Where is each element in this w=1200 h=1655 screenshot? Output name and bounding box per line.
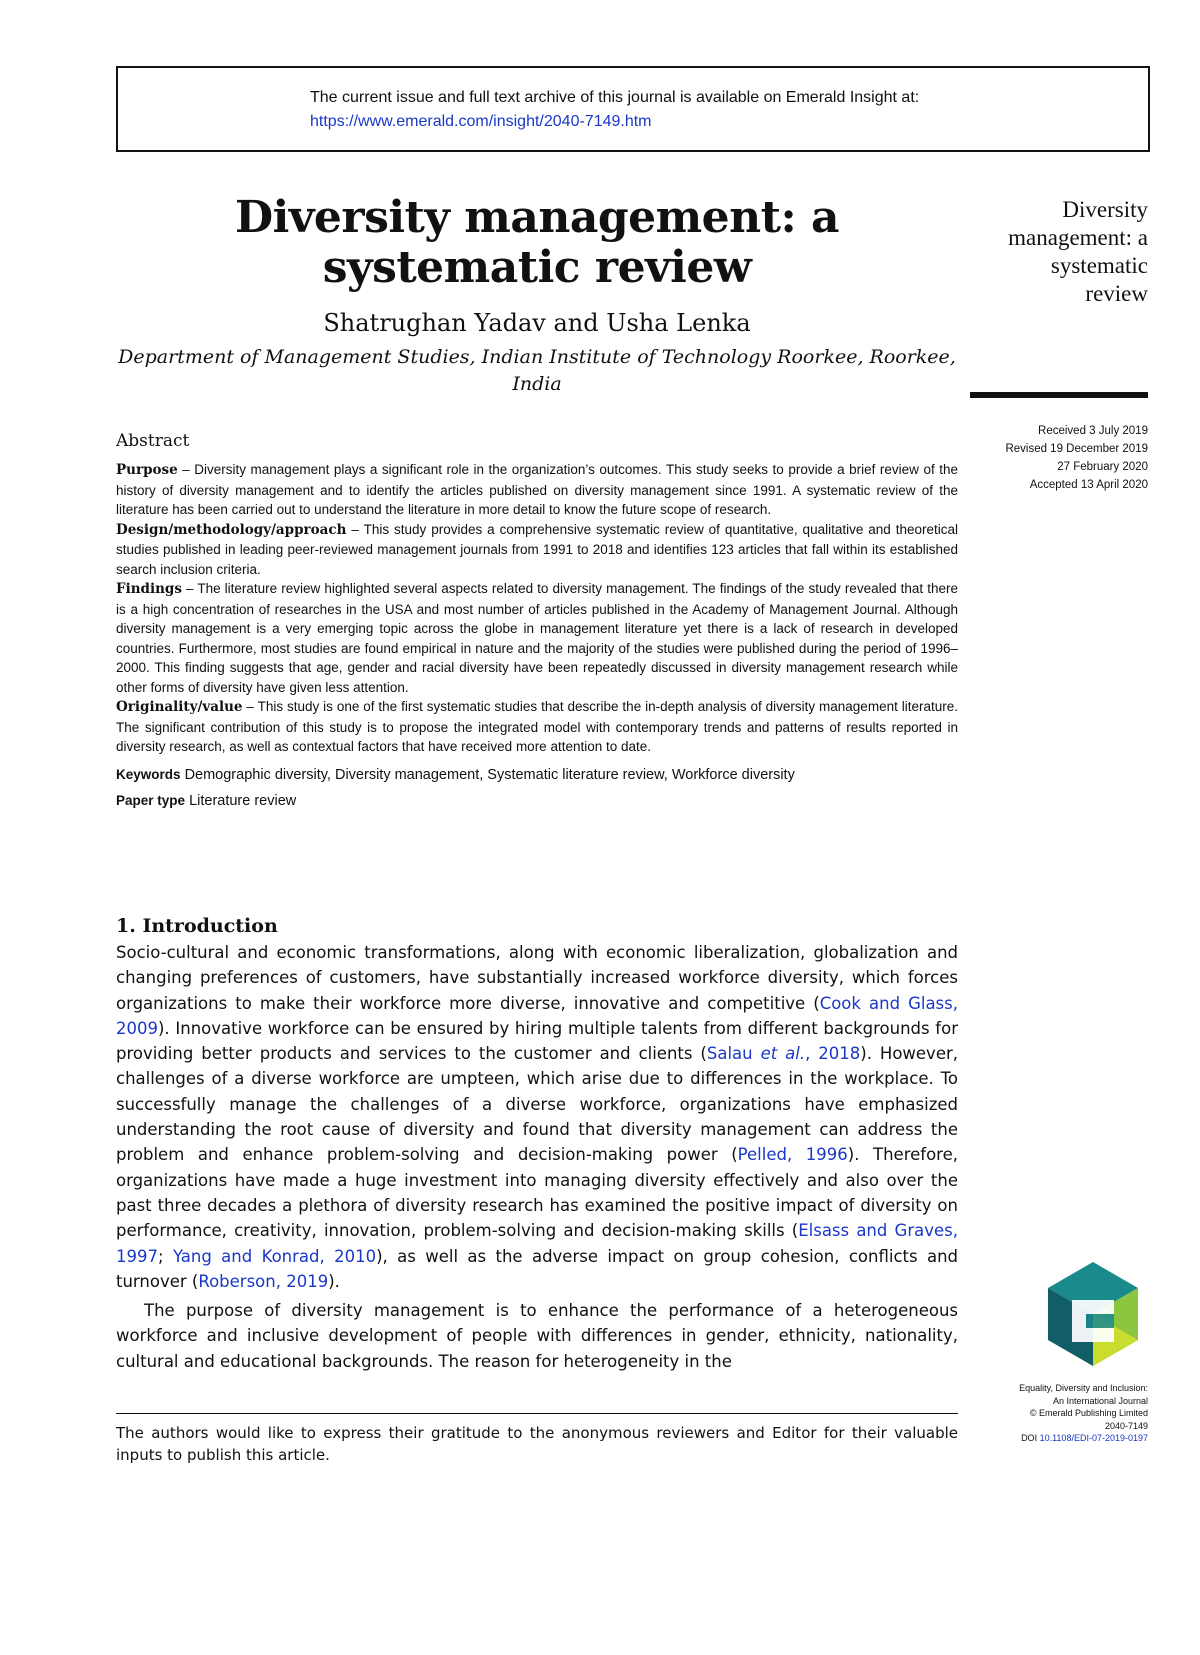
publisher: © Emerald Publishing Limited (1029, 1408, 1148, 1418)
date-accepted: Accepted 13 April 2020 (1029, 479, 1148, 491)
author-affiliation: Department of Management Studies, Indian Institute of Technology Roorkee, Roorkee, India (118, 346, 956, 395)
journal-url-link[interactable]: https://www.emerald.com/insight/2040-7149.htm (310, 113, 652, 130)
emerald-journal-logo-icon (1048, 1262, 1138, 1366)
journal-info (960, 1382, 1148, 1445)
article-title: Diversity management: a systematic review (234, 192, 840, 293)
introduction-paragraph-1: Socio-cultural and economic transformations, along with economic liberalization, globalization and changing preferences of customers, have substantially increased workforce diversity, which forces organizations to make their workforce more diverse, innovative and competitive (Cook and Glass, 2009). Innovative workforce can be ensured by hiring multiple talents from different backgrounds for providing better products and services to the customer and clients (Salau et al., 2018). However, challenges of a diverse workforce are umpteen, which arise due to differences in the workplace. To successfully manage the challenges of a diverse workforce, organizations have emphasized understanding the root cause of diversity and found that diversity management can address the problem and enhance problem-solving and decision-making power (Pelled, 1996). Therefore, organizations have made a huge investment into managing diversity effectively and also over the past three decades a plethora of diversity research has examined the positive impact of diversity on performance, creativity, innovation, problem-solving and decision-making skills (Elsass and Graves, 1997; Yang and Konrad, 2010), as well as the adverse impact on group cohesion, conflicts and turnover (Roberson, 2019). (116, 943, 959, 1291)
article-dates (960, 422, 1148, 494)
running-title (940, 196, 1148, 308)
introduction-section (116, 914, 958, 1374)
citation-link[interactable]: Roberson, 2019 (198, 1271, 329, 1291)
date-revised-2: 27 February 2020 (1057, 461, 1148, 473)
introduction-paragraph-2: The purpose of diversity management is to enhance the performance of a heterogeneous workforce and inclusive development of people with differences in gender, ethnicity, nationality, cultural and educational backgrounds. The reason for heterogeneity in the (116, 1301, 958, 1371)
introduction-heading: 1. Introduction (116, 915, 278, 937)
citation-link[interactable]: Elsass and Graves, 1997 (116, 1221, 958, 1266)
abstract-findings: Findings – The literature review highlighted several aspects related to diversity management. The findings of the study revealed that there is a high concentration of researches in the USA and most number of articles published in the Academy of Management Journal. Although diversity management is a very emerging topic across the globe in management literature yet there is a lack of research in developed countries. Furthermore, most studies are found empirical in nature and the majority of the studies were published during the period of 1996–2000. This finding suggests that age, gender and racial diversity have been repeatedly discussed in diversity management research while other forms of diversity have given less attention. (116, 581, 959, 695)
doi-link[interactable]: 10.1108/EDI-07-2019-0197 (1039, 1433, 1148, 1443)
keywords: Keywords Demographic diversity, Diversity management, Systematic literature review, Workforce diversity (116, 766, 795, 783)
availability-text: The current issue and full text archive of this journal is available on Emerald Insight at: (310, 89, 920, 106)
date-revised: Revised 19 December 2019 (1005, 443, 1148, 455)
article-authors: Shatrughan Yadav and Usha Lenka (323, 309, 751, 337)
abstract-heading: Abstract (116, 431, 190, 451)
citation-link[interactable]: Pelled, 1996 (737, 1145, 848, 1165)
citation-link[interactable]: Cook and Glass, 2009 (116, 993, 958, 1038)
doi: DOI 10.1108/EDI-07-2019-0197 (1021, 1433, 1148, 1443)
sidebar-rule (970, 392, 1148, 398)
running-title-line: review (1085, 281, 1148, 306)
date-received: Received 3 July 2019 (1038, 425, 1148, 437)
abstract-purpose: Purpose – Diversity management plays a significant role in the organization’s outcomes. This study seeks to provide a brief review of the history of diversity management and to identify the articles published on diversity management since 1991. A systematic review of the literature has been carried out to understand the literature in more detail to know the future scope of research. (116, 462, 958, 517)
running-title-line: Diversity (1062, 197, 1148, 222)
journal-name: Equality, Diversity and Inclusion: (1019, 1383, 1148, 1393)
issn: 2040-7149 (1104, 1420, 1148, 1431)
journal-availability-box (116, 66, 1150, 152)
running-title-line: management: a (1008, 225, 1148, 250)
journal-subtitle: An International Journal (1052, 1395, 1148, 1406)
acknowledgement-footnote: The authors would like to express their gratitude to the anonymous reviewers and Editor for their valuable inputs to publish this article. (116, 1424, 958, 1464)
abstract-design: Design/methodology/approach – This study provides a comprehensive systematic review of quantitative, qualitative and theoretical studies published in leading peer-reviewed management journals from 1991 to 2018 and identifies 123 articles that fall within its established search inclusion criteria. (116, 521, 958, 577)
abstract-originality: Originality/value – This study is one of the first systematic studies that describe the in-depth analysis of diversity management literature. The significant contribution of this study is to propose the integrated model with contemporary trends and patterns of results reported in diversity research, as well as contextual factors that have received more attention to date. (116, 699, 959, 754)
paper-type: Paper type Literature review (116, 793, 297, 809)
citation-link[interactable]: Yang and Konrad, 2010 (172, 1246, 377, 1266)
footnote-rule (116, 1413, 958, 1414)
citation-link[interactable]: Salau et al., 2018 (706, 1044, 861, 1064)
running-title-line: systematic (1050, 253, 1148, 278)
abstract (116, 430, 958, 812)
